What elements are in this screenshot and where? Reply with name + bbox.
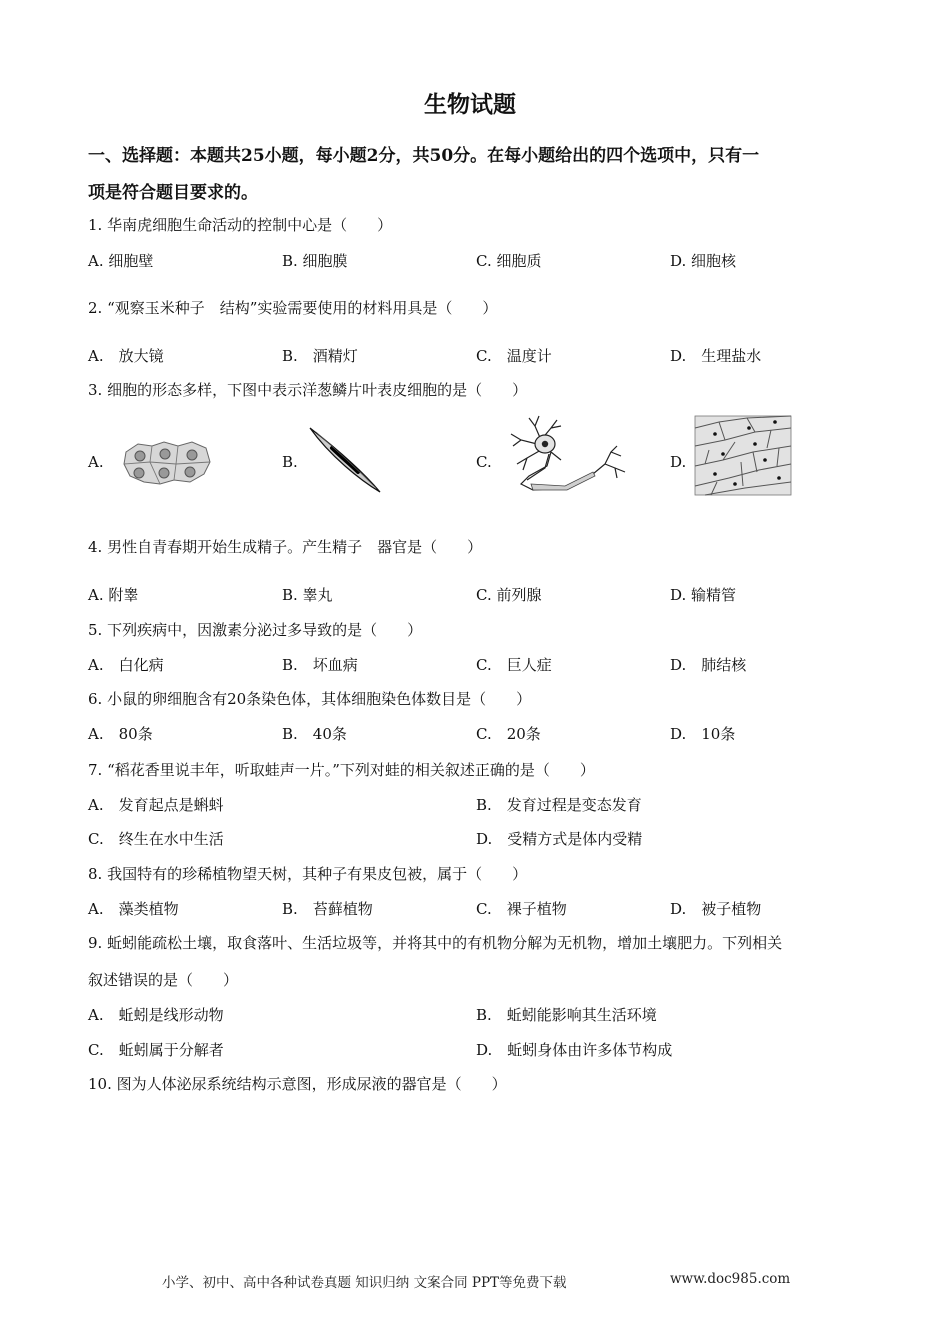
option-c: C. 前列腺	[476, 586, 542, 604]
option-b: B. 酒精灯	[282, 347, 358, 365]
option-d: D. 肺结核	[670, 656, 747, 674]
option-d: D. 生理盐水	[670, 347, 762, 365]
question-stem: 1. 华南虎细胞生命活动的控制中心是（ ）	[88, 216, 393, 234]
smooth-muscle-cell-image	[308, 426, 382, 494]
option-c: C. 蚯蚓属于分解者	[88, 1041, 224, 1059]
question-stem-cont: 叙述错误的是（ ）	[88, 971, 239, 989]
option-d: D.	[670, 453, 687, 471]
option-a: A. 细胞壁	[88, 252, 154, 270]
option-d: D. 受精方式是体内受精	[476, 830, 643, 848]
neuron-image	[505, 414, 630, 494]
question-stem: 8. 我国特有的珍稀植物望天树，其种子有果皮包被，属于（ ）	[88, 865, 528, 883]
option-a: A. 藻类植物	[88, 900, 179, 918]
option-a: A. 蚯蚓是线形动物	[88, 1006, 224, 1024]
footer-url[interactable]: www.doc985.com	[670, 1271, 791, 1287]
option-d: D. 被子植物	[670, 900, 762, 918]
option-a: A. 80条	[88, 725, 153, 743]
question-stem: 3. 细胞的形态多样，下图中表示洋葱鳞片叶表皮细胞的是（ ）	[88, 381, 528, 399]
option-a: A. 发育起点是蝌蚪	[88, 796, 224, 814]
option-b: B. 蚯蚓能影响其生活环境	[476, 1006, 657, 1024]
option-a: A. 白化病	[88, 656, 164, 674]
question-stem: 5. 下列疾病中，因激素分泌过多导致的是（ ）	[88, 621, 423, 639]
option-b: B. 发育过程是变态发育	[476, 796, 642, 814]
question-stem: 6. 小鼠的卵细胞含有20条染色体，其体细胞染色体数目是（ ）	[88, 690, 532, 708]
option-b: B. 细胞膜	[282, 252, 348, 270]
option-b: B. 40条	[282, 725, 347, 743]
section-header-cont: 项是符合题目要求的。	[88, 183, 258, 203]
section-header: 一、选择题：本题共25小题，每小题2分，共50分。在每小题给出的四个选项中，只有一	[88, 146, 760, 166]
option-a: A. 附睾	[88, 586, 139, 604]
option-b: B.	[282, 453, 298, 471]
option-d: D. 蚯蚓身体由许多体节构成	[476, 1041, 673, 1059]
question-stem: 2. “观察玉米种子 结构”实验需要使用的材料用具是（ ）	[88, 299, 498, 317]
question-stem: 7. “稻花香里说丰年，听取蛙声一片。”下列对蛙的相关叙述正确的是（ ）	[88, 761, 595, 779]
option-a: A. 放大镜	[88, 347, 164, 365]
option-c: C. 巨人症	[476, 656, 552, 674]
option-b: B. 坏血病	[282, 656, 358, 674]
option-b: B. 苔藓植物	[282, 900, 373, 918]
option-c: C. 裸子植物	[476, 900, 567, 918]
option-d: D. 10条	[670, 725, 736, 743]
question-stem: 10. 图为人体泌尿系统结构示意图，形成尿液的器官是（ ）	[88, 1075, 507, 1093]
question-stem: 9. 蚯蚓能疏松土壤，取食落叶、生活垃圾等，并将其中的有机物分解为无机物，增加土壤肥力。下列相关	[88, 934, 783, 952]
option-d: D. 细胞核	[670, 252, 737, 270]
option-c: C. 温度计	[476, 347, 552, 365]
option-d: D. 输精管	[670, 586, 737, 604]
onion-epidermal-cells-image	[695, 416, 791, 495]
option-c: C. 20条	[476, 725, 541, 743]
option-c: C.	[476, 453, 492, 471]
epithelial-cells-image	[120, 436, 214, 488]
page-title: 生物试题	[424, 91, 516, 118]
option-b: B. 睾丸	[282, 586, 333, 604]
option-a: A.	[88, 453, 104, 471]
option-c: C. 细胞质	[476, 252, 542, 270]
footer-text: 小学、初中、高中各种试卷真题 知识归纳 文案合同 PPT等免费下载	[162, 1275, 567, 1291]
option-c: C. 终生在水中生活	[88, 830, 224, 848]
question-stem: 4. 男性自青春期开始生成精子。产生精子 器官是（ ）	[88, 538, 483, 556]
